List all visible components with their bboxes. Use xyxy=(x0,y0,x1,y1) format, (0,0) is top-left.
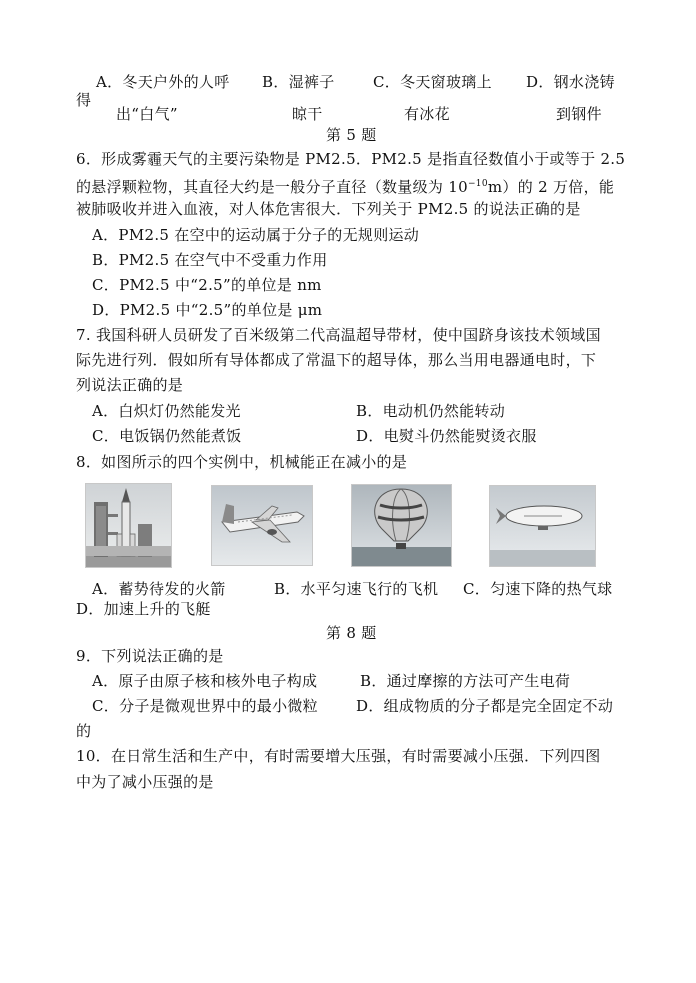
q5-caption: 第 5 题 xyxy=(326,126,377,144)
airship-photo xyxy=(489,485,596,567)
q5-option-b-line2: 晾干 xyxy=(292,105,323,123)
q6-option-b: B．PM2.5 在空气中不受重力作用 xyxy=(92,251,328,269)
airplane-photo xyxy=(211,485,313,566)
q5-option-c-line2: 有冰花 xyxy=(404,105,450,123)
q7-option-a: A．白炽灯仍然能发光 xyxy=(92,402,241,420)
q6-stem-line2-b: m）的 2 万倍，能 xyxy=(487,178,615,196)
q10-stem-line2: 中为了减小压强的是 xyxy=(76,773,214,791)
q5-option-a-line3: 出“白气” xyxy=(116,105,178,123)
q9-option-c: C．分子是微观世界中的最小微粒 xyxy=(92,697,318,715)
q5-option-a-line1: A．冬天户外的人呼 xyxy=(96,73,230,91)
q7-option-d: D．电熨斗仍然能熨烫衣服 xyxy=(356,427,537,445)
q5-option-b-line1: B．湿裤子 xyxy=(262,73,335,91)
q8-stem: 8．如图所示的四个实例中，机械能正在减小的是 xyxy=(76,453,408,471)
q5-option-a-line2: 得 xyxy=(76,91,92,109)
q9-option-d-line1: D．组成物质的分子都是完全固定不动 xyxy=(356,697,614,715)
q6-option-c: C．PM2.5 中“2.5”的单位是 nm xyxy=(92,276,322,294)
hot-air-balloon-photo xyxy=(351,484,452,567)
q9-stem: 9．下列说法正确的是 xyxy=(76,647,224,665)
rocket-photo xyxy=(85,483,172,568)
q8-option-a: A．蓄势待发的火箭 xyxy=(92,580,226,598)
q7-option-b: B．电动机仍然能转动 xyxy=(356,402,506,420)
q6-stem-line1: 6．形成雾霾天气的主要污染物是 PM2.5．PM2.5 是指直径数值小于或等于 2.5 xyxy=(76,150,626,168)
q8-option-b: B．水平匀速飞行的飞机 xyxy=(274,580,439,598)
q8-option-c: C．匀速下降的热气球 xyxy=(463,580,613,598)
q7-option-c: C．电饭锅仍然能煮饭 xyxy=(92,427,242,445)
q7-stem-line2: 际先进行列．假如所有导体都成了常温下的超导体，那么当用电器通电时，下 xyxy=(76,351,597,369)
q6-stem-line3: 被肺吸收并进入血液，对人体危害很大．下列关于 PM2.5 的说法正确的是 xyxy=(76,200,581,218)
q9-option-d-line2: 的 xyxy=(76,722,92,740)
q5-option-c-line1: C．冬天窗玻璃上 xyxy=(373,73,492,91)
q6-stem-line2-a: 的悬浮颗粒物，其直径大约是一般分子直径（数量级为 10 xyxy=(76,178,468,196)
q6-option-a: A．PM2.5 在空中的运动属于分子的无规则运动 xyxy=(92,226,420,244)
q6-exponent: −10 xyxy=(467,179,488,189)
q8-caption: 第 8 题 xyxy=(326,624,377,642)
q7-stem-line1: 7. 我国科研人员研发了百米级第二代高温超导带材，使中国跻身该技术领域国 xyxy=(76,326,601,344)
q9-option-a: A．原子由原子核和核外电子构成 xyxy=(92,672,318,690)
q5-option-d-line1: D．钢水浇铸 xyxy=(526,73,615,91)
q5-option-d-line2: 到钢件 xyxy=(556,105,602,123)
q8-option-d: D．加速上升的飞艇 xyxy=(76,600,211,618)
q10-stem-line1: 10．在日常生活和生产中，有时需要增大压强，有时需要减小压强．下列四图 xyxy=(76,747,601,765)
q7-stem-line3: 列说法正确的是 xyxy=(76,376,184,394)
q9-option-b: B．通过摩擦的方法可产生电荷 xyxy=(360,672,571,690)
q6-stem-line2 xyxy=(76,173,614,198)
q6-option-d: D．PM2.5 中“2.5”的单位是 μm xyxy=(92,301,323,319)
